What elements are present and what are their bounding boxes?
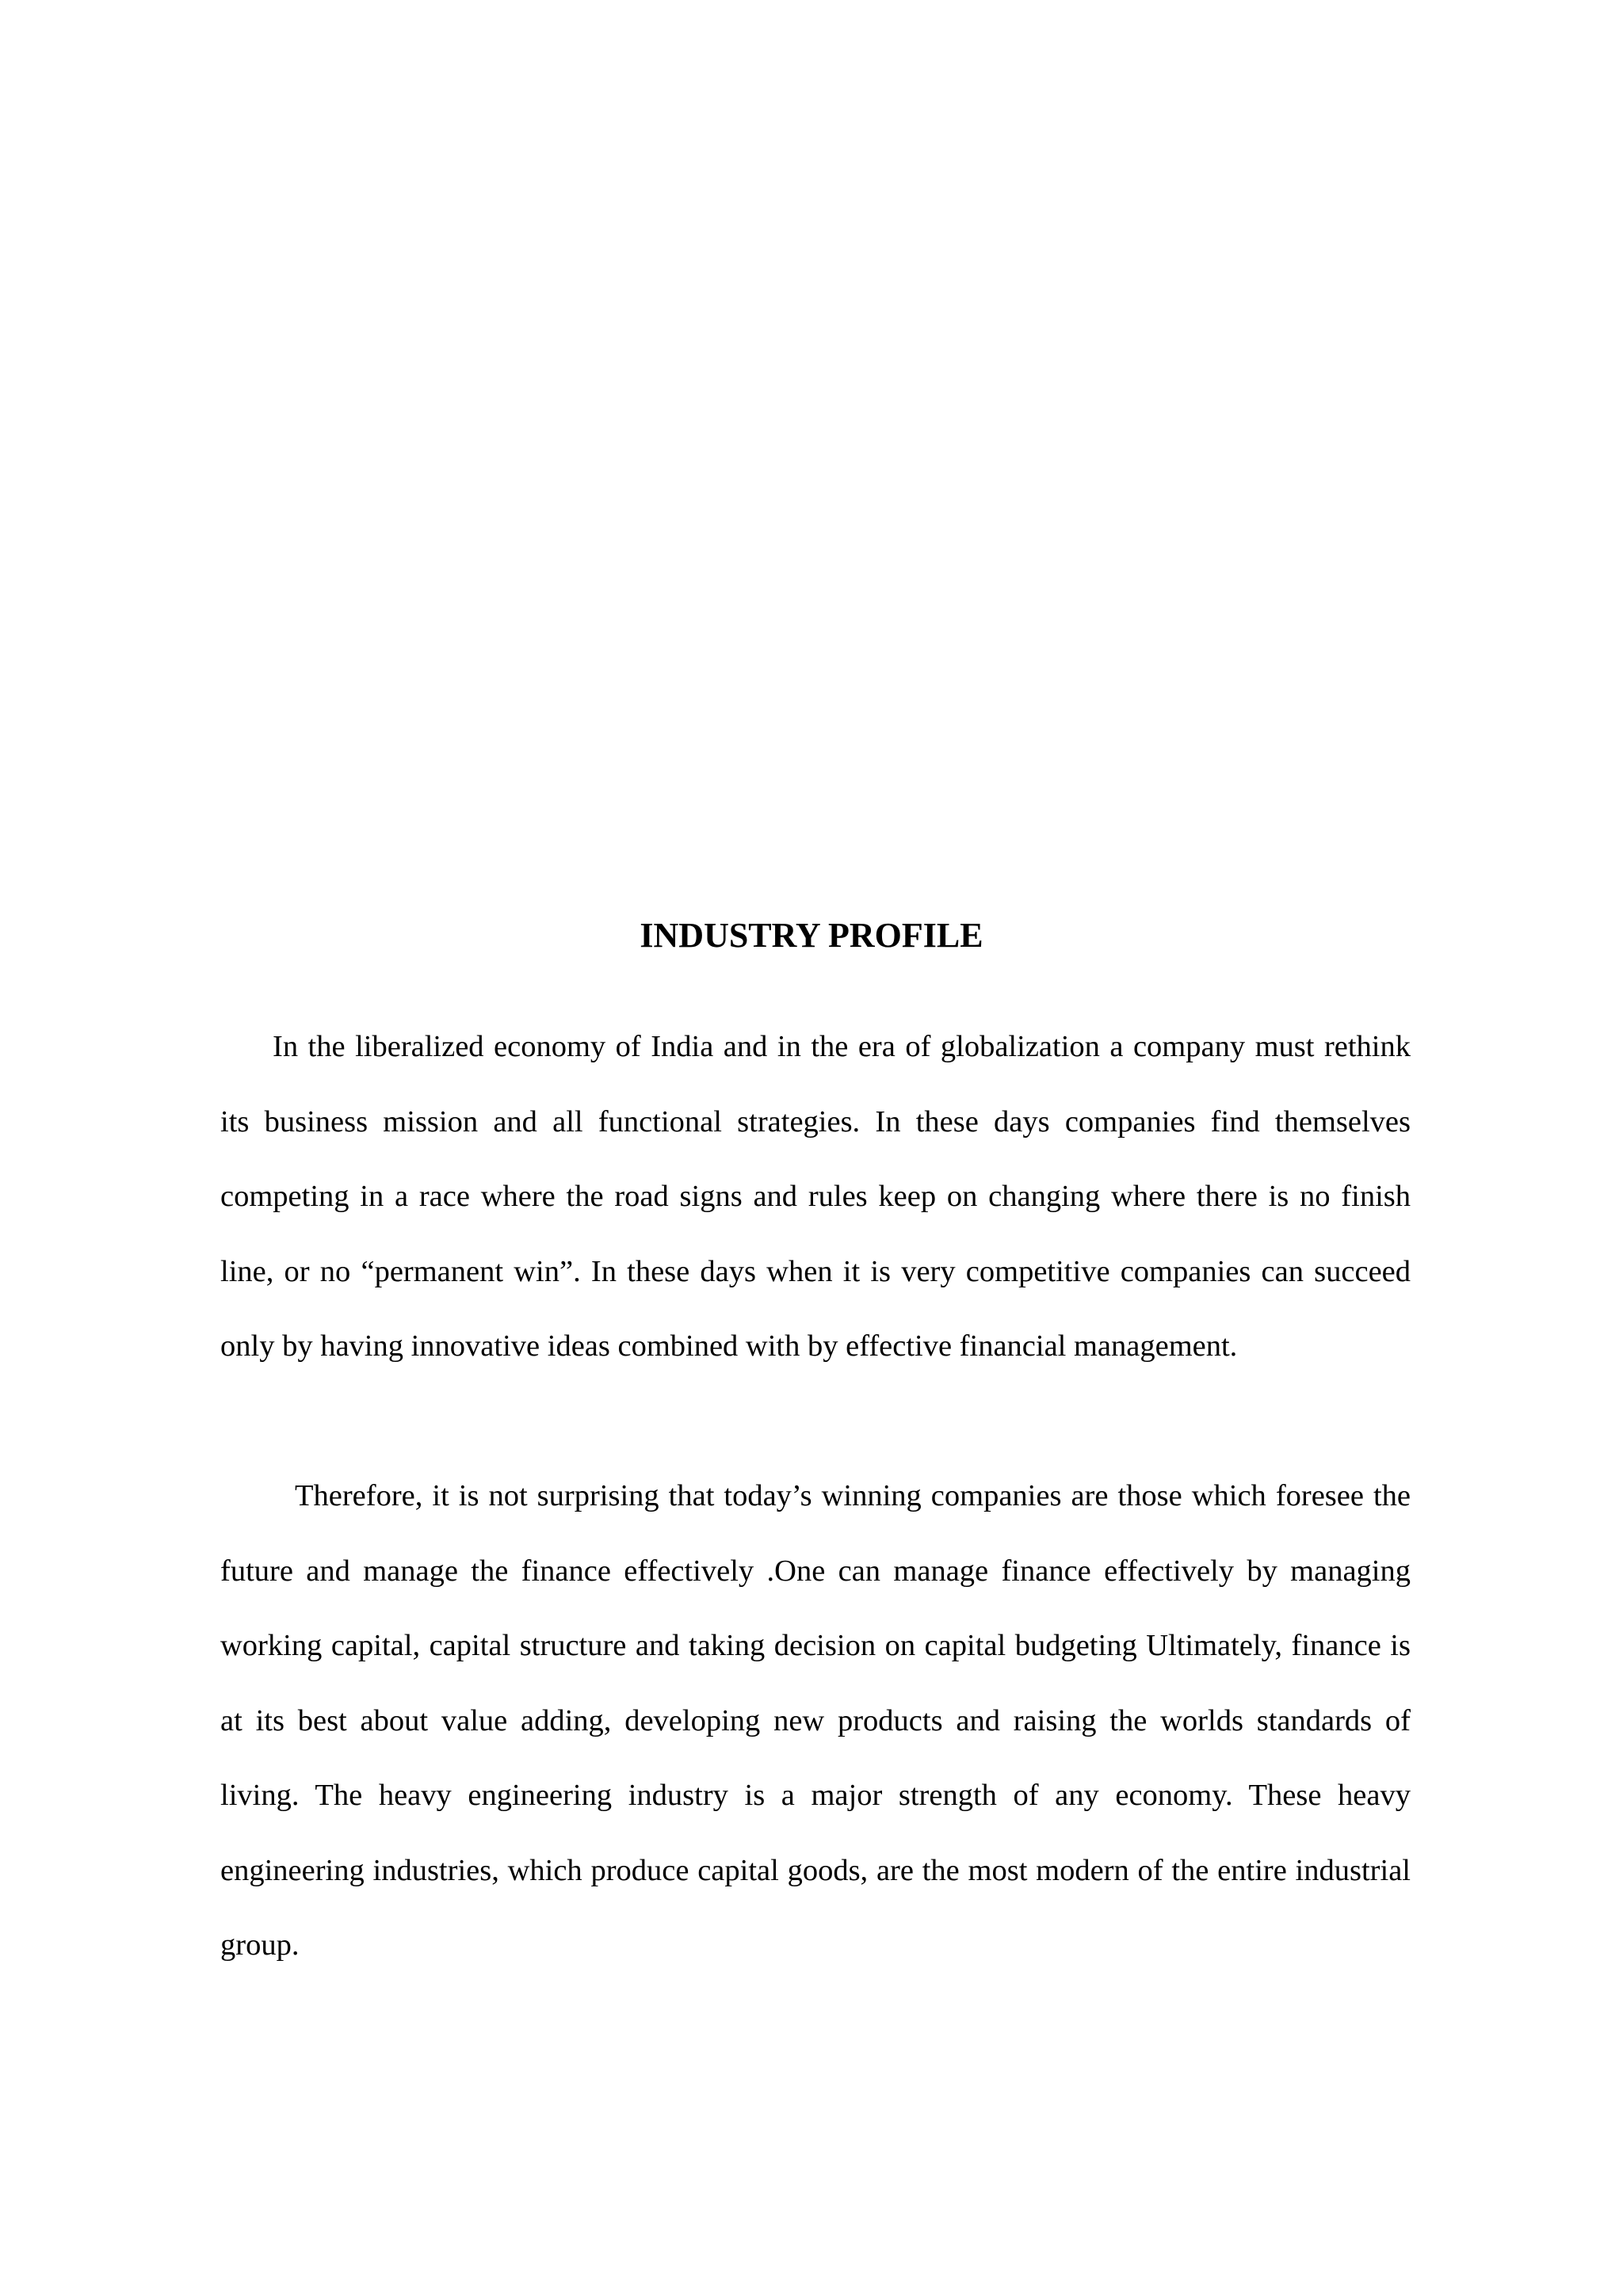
paragraph-finance: Therefore, it is not surprising that today’s winning companies are those which foresee the future and manage the finance effectively .One can manage finance effectively by managing working capital, capital structure and taking decision on capital budgeting Ultimately, finance is at its best about value adding, developing new products and raising the worlds standards of living. The heavy engineering industry is a major strength of any economy. These heavy engineering industries, which produce capital goods, are the most modern of the entire industrial group. [220, 1479, 1411, 1962]
page-title: INDUSTRY PROFILE [640, 916, 983, 955]
paragraph-intro: In the liberalized economy of India and in the era of globalization a company must rethink its business mission and all functional strategies. In these days companies find themselves competing in a race where the road signs and rules keep on changing where there is no finish line, or no “permanent win”. In these days when it is very competitive companies can succeed only by having innovative ideas combined with by effective financial management. [220, 1030, 1411, 1363]
